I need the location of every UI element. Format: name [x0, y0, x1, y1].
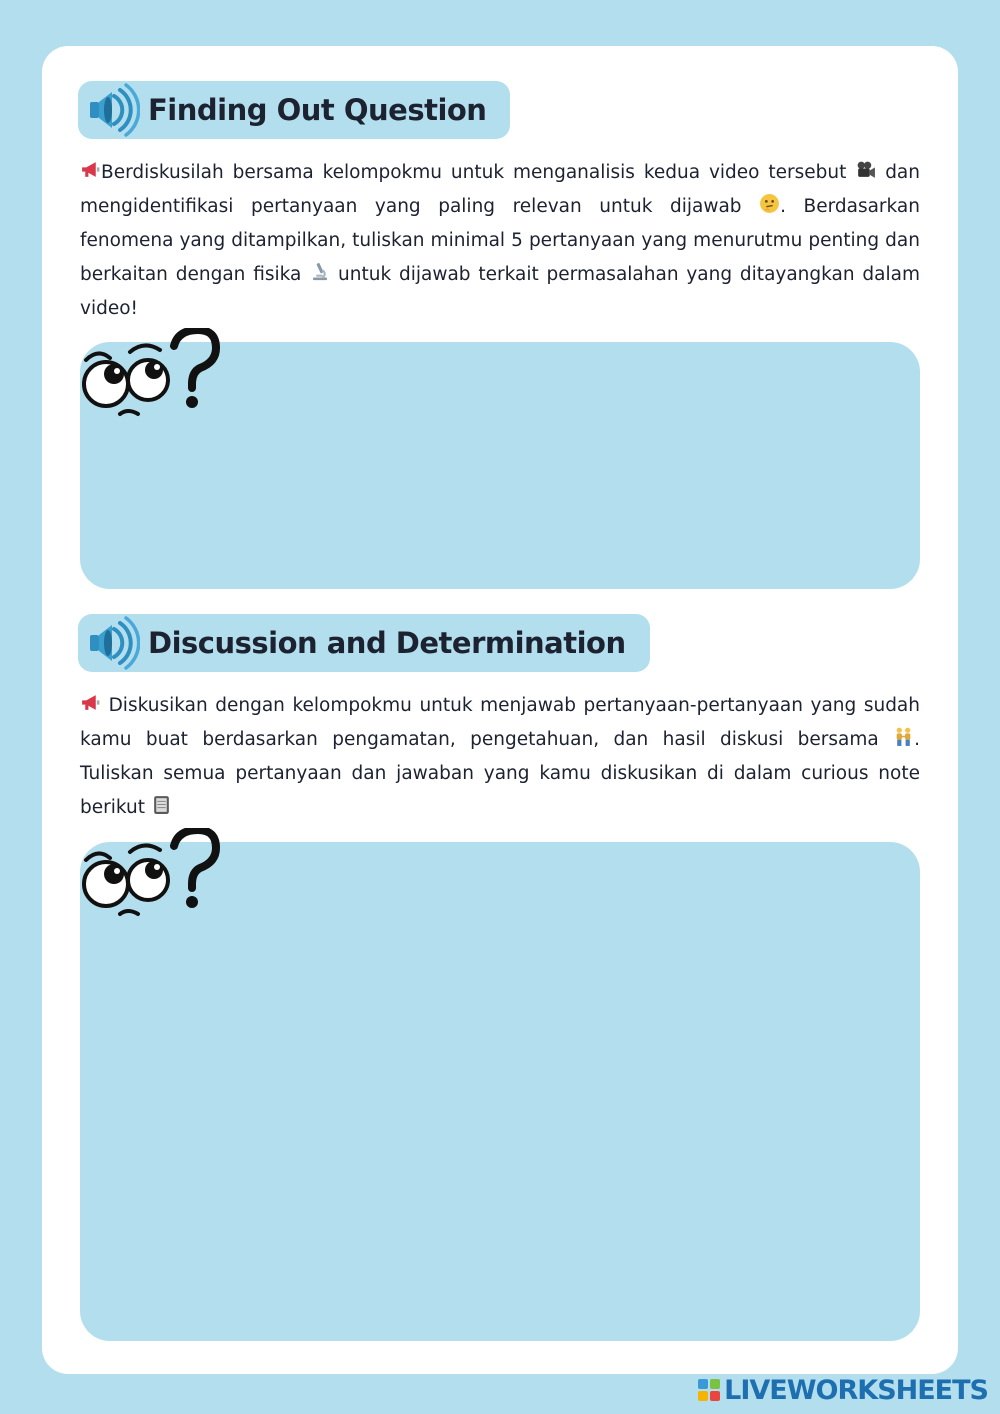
- instruction-text: . Berdasarkan fenomena yang ditampilkan, tuliskan minimal 5 pertanyaan yang menurutmu penting dan berkaitan dengan fisika: [80, 196, 920, 285]
- section-title: Finding Out Question: [148, 93, 487, 127]
- video-camera-icon: [855, 159, 876, 180]
- logo-block: [710, 1391, 720, 1401]
- logo-blocks-icon: [698, 1379, 720, 1401]
- thinking-face-icon: [759, 193, 780, 214]
- megaphone-icon: [80, 159, 101, 180]
- section-instruction: [80, 156, 920, 326]
- section-instruction: [80, 689, 920, 825]
- section-header-finding-out-question: [78, 81, 510, 139]
- notebook-icon: [151, 794, 172, 815]
- logo-block: [710, 1379, 720, 1389]
- thinking-eyes-question-icon: [80, 328, 222, 428]
- brand-name: LIVEWORKSHEETS: [724, 1374, 988, 1406]
- answer-box-questions[interactable]: [80, 342, 920, 589]
- questions-answer-input[interactable]: [230, 362, 900, 569]
- answer-box-curious-note[interactable]: [80, 842, 920, 1341]
- speaker-icon: [84, 615, 140, 671]
- microscope-icon: [309, 261, 330, 282]
- logo-block: [698, 1379, 708, 1389]
- instruction-text: Diskusikan dengan kelompokmu untuk menjawab pertanyaan-pertanyaan yang sudah kamu buat berdasarkan pengamatan, pengetahuan, dan hasil diskusi bersama: [80, 695, 920, 750]
- logo-block: [698, 1391, 708, 1401]
- people-holding-hands-icon: [893, 726, 914, 747]
- megaphone-icon: [80, 692, 101, 713]
- section-header-discussion-and-determination: [78, 614, 650, 672]
- liveworksheets-logo[interactable]: [698, 1374, 988, 1406]
- speaker-icon: [84, 82, 140, 138]
- thinking-eyes-question-icon: [80, 828, 222, 928]
- section-title: Discussion and Determination: [148, 626, 626, 660]
- instruction-text: Berdiskusilah bersama kelompokmu untuk menganalisis kedua video tersebut: [101, 162, 847, 183]
- curious-note-input[interactable]: [230, 862, 900, 1321]
- instruction-text: untuk dijawab terkait permasalahan yang ditayangkan dalam video!: [80, 264, 920, 319]
- instruction-text: dan mengidentifikasi pertanyaan yang paling relevan untuk dijawab: [80, 162, 920, 217]
- instruction-text: . Tuliskan semua pertanyaan dan jawaban yang kamu diskusikan di dalam curious note berikut: [80, 729, 920, 818]
